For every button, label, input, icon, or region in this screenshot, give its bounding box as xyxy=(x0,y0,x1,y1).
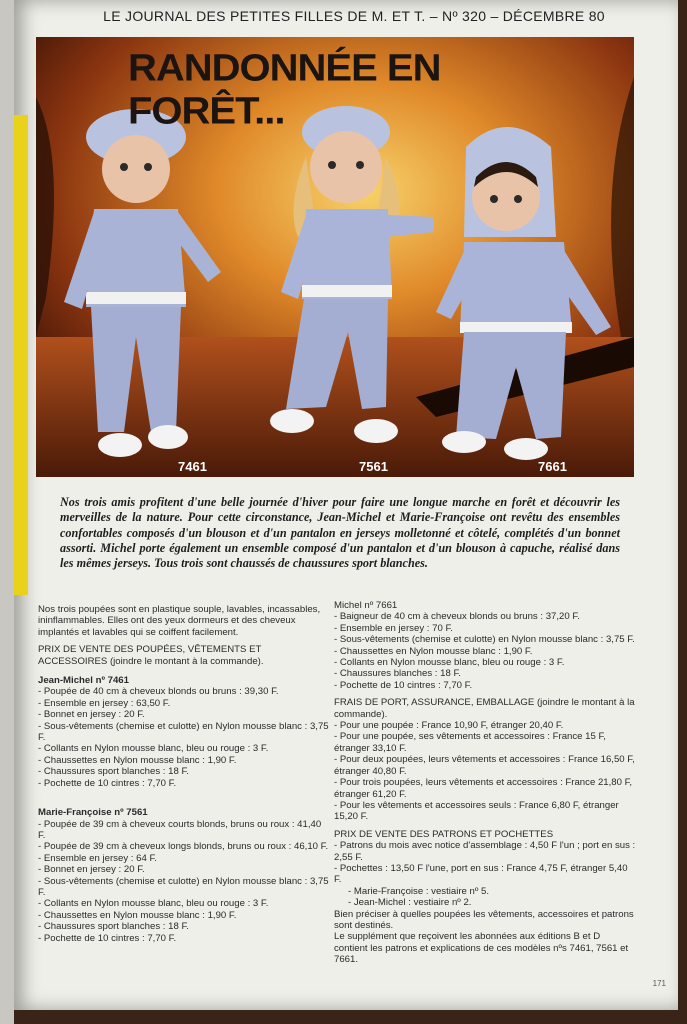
magazine-page xyxy=(14,0,678,1010)
list-item: - Bonnet en jersey : 20 F. xyxy=(38,709,145,721)
list-item: - Poupée de 40 cm à cheveux blonds ou bruns : 39,30 F. xyxy=(38,686,279,698)
list-item: - Sous-vêtements (chemise et culotte) en Nylon mousse blanc : 3,75 F. xyxy=(38,720,329,744)
list-item: - Ensemble en jersey : 64 F. xyxy=(38,852,157,864)
list-item: - Collants en Nylon mousse blanc, bleu ou rouge : 3 F. xyxy=(334,657,565,669)
list-item: - Jean-Michel : vestiaire nº 2. xyxy=(348,897,472,909)
list-item: - Poupée de 39 cm à cheveux courts blonds, bruns ou roux : 41,40 F. xyxy=(38,818,322,841)
list-item: - Pochette de 10 cintres : 7,70 F. xyxy=(38,777,177,789)
patterns-heading: PRIX DE VENTE DES PATRONS ET POCHETTES xyxy=(334,828,554,840)
list-item: - Chaussettes en Nylon mousse blanc : 1,90 F. xyxy=(38,909,237,921)
list-item: - Chaussures sport blanches : 18 F. xyxy=(38,921,189,933)
marie-francoise-heading: Marie-Françoise nº 7561 xyxy=(38,807,148,819)
list-item: Le supplément que reçoivent les abonnées aux éditions B et D contient les patrons et explications de ces modèles nºs 7461, 7561 et 7661. xyxy=(334,931,629,966)
list-item: - Marie-Françoise : vestiaire nº 5. xyxy=(348,885,490,897)
binding-strip xyxy=(0,0,14,1024)
list-item: - Ensemble en jersey : 63,50 F. xyxy=(38,697,171,709)
list-item: - Pour trois poupées, leurs vêtements et accessoires : France 21,80 F, étranger 61,20 F. xyxy=(334,777,633,800)
list-item: - Pochette de 10 cintres : 7,70 F. xyxy=(334,679,473,691)
list-item: - Chaussettes en Nylon mousse blanc : 1,90 F. xyxy=(38,754,237,766)
list-item: - Collants en Nylon mousse blanc, bleu ou rouge : 3 F. xyxy=(38,898,269,910)
list-item: - Pochettes : 13,50 F l'une, port en sus : France 4,75 F, étranger 5,40 F. xyxy=(334,862,628,886)
list-item: - Baigneur de 40 cm à cheveux blonds ou bruns : 37,20 F. xyxy=(334,611,580,623)
list-item: - Ensemble en jersey : 70 F. xyxy=(334,622,453,634)
list-item: - Pour deux poupées, leurs vêtements et accessoires : France 16,50 F, étranger 40,80 F. xyxy=(334,754,635,777)
left-column xyxy=(38,604,330,944)
list-item: - Pour une poupée : France 10,90 F, étranger 20,40 F. xyxy=(334,720,564,732)
list-item: - Poupée de 39 cm à cheveux longs blonds, bruns ou roux : 46,10 F. xyxy=(38,841,329,853)
doll-photo xyxy=(36,37,634,477)
doll-description: Nos trois poupées sont en plastique souple, lavables, incassables, ininflammables. Elles ont des yeux dormeurs et des cheveux implantés et lavables qui se coiffent facilement. xyxy=(38,604,321,638)
list-item: - Sous-vêtements (chemise et culotte) en Nylon mousse blanc : 3,75 F. xyxy=(38,875,329,898)
intro-paragraph: Nos trois amis profitent d'une belle journée d'hiver pour faire une longue marche en forêt et découvrir les merveilles de la nature. Pour cette circonstance, Jean-Michel et Marie-Françoise ont revêtu des ensembles confortables composés d'un blouson et d'un pantalon en jerseys molletonné et côtelé, complétés d'un bonnet assorti. Michel porte également un ensemble composé d'un pantalon et d'un blouson à capuche, réalisé dans les mêmes jerseys. Tous trois sont chaussés de chaussures sport blanches. xyxy=(60,495,620,571)
jean-michel-heading: Jean-Michel nº 7461 xyxy=(38,675,129,687)
product-code-7661: 7661 xyxy=(538,459,567,474)
list-item: - Pour les vêtements et accessoires seuls : France 6,80 F, étranger 15,20 F. xyxy=(334,799,619,823)
michel-heading: Michel nº 7661 xyxy=(334,600,398,611)
list-item: - Pour une poupée, ses vêtements et accessoires : France 15 F, étranger 33,10 F. xyxy=(334,731,606,754)
page-header: LE JOURNAL DES PETITES FILLES DE M. ET T. – Nº 320 – DÉCEMBRE 80 xyxy=(103,8,605,24)
page-number: 171 xyxy=(652,979,666,988)
list-item: - Pochette de 10 cintres : 7,70 F. xyxy=(38,932,177,944)
yellow-edge xyxy=(14,115,28,595)
shipping-heading: FRAIS DE PORT, ASSURANCE, EMBALLAGE (joindre le montant à la commande). xyxy=(334,697,635,720)
list-item: - Sous-vêtements (chemise et culotte) en Nylon mousse blanc : 3,75 F. xyxy=(334,634,635,646)
product-code-7561: 7561 xyxy=(359,459,388,474)
list-item: - Chaussettes en Nylon mousse blanc : 1,90 F. xyxy=(334,645,533,657)
product-code-7461: 7461 xyxy=(178,459,207,474)
list-item: - Chaussures sport blanches : 18 F. xyxy=(38,766,189,778)
list-item: - Collants en Nylon mousse blanc, bleu ou rouge : 3 F. xyxy=(38,743,269,755)
price-heading: PRIX DE VENTE DES POUPÉES, VÊTEMENTS ET ACCESSOIRES (joindre le montant à la commande). xyxy=(38,644,264,667)
list-item: Bien préciser à quelles poupées les vêtements, accessoires et patrons sont destinés. xyxy=(334,908,634,931)
photo-title: RANDONNÉE EN FORÊT... xyxy=(128,47,441,132)
list-item: - Patrons du mois avec notice d'assemblage : 4,50 F l'un ; port en sus : 2,55 F. xyxy=(334,840,636,863)
right-column xyxy=(334,600,636,966)
list-item: - Chaussures blanches : 18 F. xyxy=(334,668,461,680)
list-item: - Bonnet en jersey : 20 F. xyxy=(38,864,145,876)
